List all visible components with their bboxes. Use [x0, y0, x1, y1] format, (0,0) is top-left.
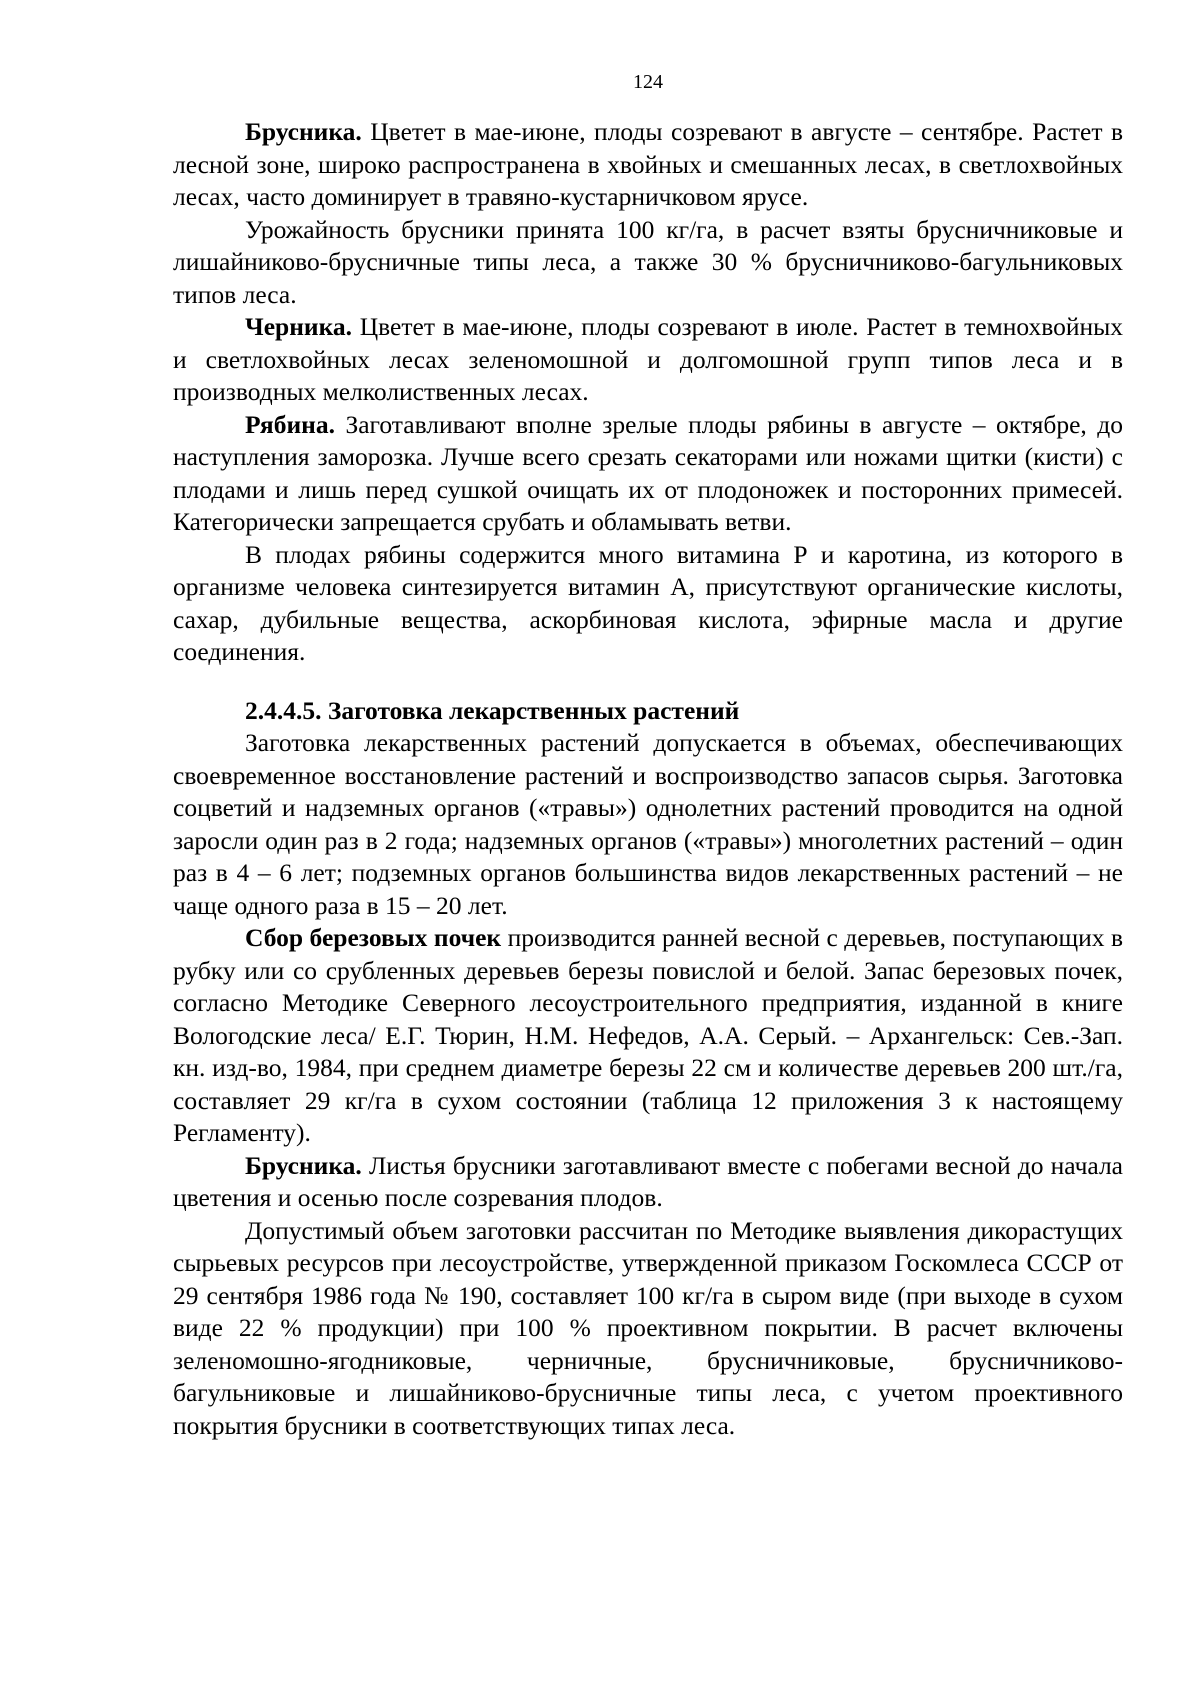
paragraph-birch-buds: [173, 922, 1123, 1150]
paragraph-text: Урожайность брусники принята 100 кг/га, в расчет взяты брусничниковые и лишайниково-брусничные типы леса, а также 30 % брусничниково-багульниковых типов леса.: [173, 214, 1123, 309]
paragraph-rowan-composition: [173, 539, 1123, 669]
paragraph-lingonberry-berries: [173, 116, 1123, 214]
paragraph-text: Заготавливают вполне зрелые плоды рябины в августе – октябре, до наступления заморозка. Лучше всего срезать секаторами или ножами щитки (кисти) с плодами и лишь перед сушкой очищать их от плодоножек и посторонних примесей. Категорически запрещается срубать и обламывать ветви.: [173, 409, 1123, 536]
paragraph-rowan: [173, 409, 1123, 539]
paragraph-text: Цветет в мае-июне, плоды созревают в июле. Растет в темнохвойных и светлохвойных лесах зеленомошной и долгомошной групп типов леса и в производных мелколиственных лесах.: [173, 312, 1123, 406]
paragraph-term: Брусника.: [245, 117, 362, 146]
document-page: [173, 70, 1123, 1442]
paragraph-text: Допустимый объем заготовки рассчитан по Методике выявления дикорастущих сырьевых ресурсов при лесоустройстве, утвержденной приказом Госкомлеса СССР от 29 сентября 1986 года № 190, составляет 100 кг/га в сыром виде (при выходе в сухом виде 22 % продукции) при 100 % проективном покрытии. В расчет включены зеленомошно-ягодниковые, черничные, брусничниковые, брусничниково-багульниковые и лишайниково-брусничные типы леса, с учетом проективного покрытия брусники в соответствующих типах леса.: [173, 1215, 1123, 1440]
paragraph-term: Брусника.: [245, 1150, 362, 1180]
paragraph-lingonberry-yield: [173, 214, 1123, 312]
paragraph-allowable-volume: [173, 1215, 1123, 1443]
paragraph-medicinal-harvest: [173, 727, 1123, 922]
paragraph-term: Рябина.: [245, 409, 335, 439]
paragraph-term: Сбор березовых почек: [245, 923, 502, 952]
page-number: 124: [633, 71, 663, 93]
paragraph-text: производится ранней весной с деревьев, поступающих в рубку или со срубленных деревьев березы повислой и белой. Запас березовых почек, согласно Методике Северного лесоустроительного предприятия, изданной в книге Вологодские леса/ Е.Г. Тюрин, Н.М. Нефедов, А.А. Серый. – Архангельск: Сев.-Зап. кн. изд-во, 1984, при среднем диаметре березы 22 см и количестве деревьев 200 шт./га, составляет 29 кг/га в сухом состоянии (таблица 12 приложения 3 к настоящему Регламенту).: [173, 923, 1124, 1147]
paragraph-text: Цветет в мае-июне, плоды созревают в августе – сентябре. Растет в лесной зоне, широко распространена в хвойных и смешанных лесах, в светлохвойных лесах, часто доминирует в травяно-кустарничковом ярусе.: [173, 117, 1123, 211]
paragraph-blueberry: [173, 311, 1123, 409]
paragraph-lingonberry-leaves: [173, 1150, 1123, 1215]
paragraph-text: Листья брусники заготавливают вместе с побегами весной до начала цветения и осенью после созревания плодов.: [173, 1150, 1123, 1212]
paragraph-text: В плодах рябины содержится много витамина Р и каротина, из которого в организме человека синтезируется витамин А, присутствуют органические кислоты, сахар, дубильные вещества, аскорбиновая кислота, эфирные масла и другие соединения.: [173, 539, 1123, 666]
paragraph-term: Черника.: [245, 312, 353, 341]
paragraph-text: Заготовка лекарственных растений допускается в объемах, обеспечивающих своевременное восстановление растений и воспроизводство запасов сырья. Заготовка соцветий и надземных органов («травы») однолетних растений проводится на одной заросли один раз в 2 года; надземных органов («травы») многолетних растений – один раз в 4 – 6 лет; подземных органов большинства видов лекарственных растений – не чаще одного раза в 15 – 20 лет.: [173, 728, 1123, 920]
section-heading: 2.4.4.5. Заготовка лекарственных растений: [245, 695, 740, 725]
